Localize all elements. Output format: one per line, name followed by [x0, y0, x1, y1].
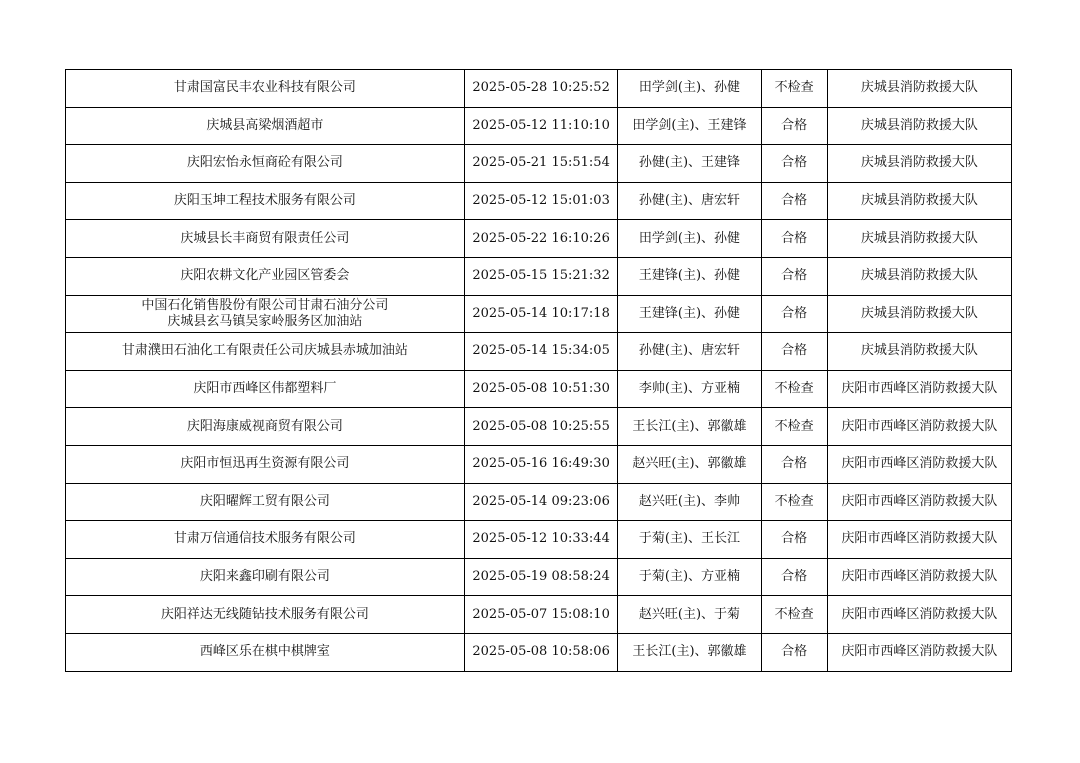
result-cell: 合格 [761, 145, 827, 183]
unit-name-cell [66, 107, 465, 145]
unit-name-line: 庆阳玉坤工程技术服务有限公司 [173, 193, 356, 209]
fire-brigade-cell: 庆城县消防救援大队 [827, 145, 1011, 183]
unit-name-line: 庆阳海康威视商贸有限公司 [186, 418, 343, 434]
inspection-time-cell: 2025-05-19 08:58:24 [464, 558, 618, 596]
fire-brigade-cell: 庆城县消防救援大队 [827, 220, 1011, 258]
result-cell: 合格 [761, 182, 827, 220]
fire-brigade-cell: 庆城县消防救援大队 [827, 295, 1011, 333]
inspectors-cell: 于菊(主)、方亚楠 [618, 558, 761, 596]
fire-brigade-cell: 庆阳市西峰区消防救援大队 [827, 558, 1011, 596]
inspectors-cell: 孙健(主)、王建锋 [618, 145, 761, 183]
table-row [66, 558, 1012, 596]
table-row [66, 145, 1012, 183]
unit-name-line: 中国石化销售股份有限公司甘肃石油分公司 [141, 297, 389, 313]
inspection-time-cell: 2025-05-12 15:01:03 [464, 182, 618, 220]
inspectors-cell: 王建锋(主)、孙健 [618, 295, 761, 333]
unit-name-cell [66, 220, 465, 258]
inspectors-cell: 赵兴旺(主)、李帅 [618, 483, 761, 521]
fire-brigade-cell: 庆阳市西峰区消防救援大队 [827, 408, 1011, 446]
unit-name-cell [66, 521, 465, 559]
result-cell: 合格 [761, 633, 827, 671]
fire-brigade-cell: 庆阳市西峰区消防救援大队 [827, 521, 1011, 559]
inspectors-cell: 李帅(主)、方亚楠 [618, 370, 761, 408]
unit-name-cell [66, 596, 465, 634]
result-cell: 合格 [761, 333, 827, 371]
inspection-time-cell: 2025-05-14 15:34:05 [464, 333, 618, 371]
result-cell: 合格 [761, 295, 827, 333]
unit-name-line: 庆阳来鑫印刷有限公司 [199, 569, 330, 585]
inspectors-cell: 赵兴旺(主)、郭徽雄 [618, 445, 761, 483]
inspectors-cell: 田学剑(主)、孙健 [618, 220, 761, 258]
table-row [66, 633, 1012, 671]
result-cell: 合格 [761, 521, 827, 559]
unit-name-line: 庆阳祥达无线随钻技术服务有限公司 [160, 606, 369, 622]
inspection-records-table [65, 69, 1012, 672]
inspectors-cell: 孙健(主)、唐宏轩 [618, 333, 761, 371]
fire-brigade-cell: 庆城县消防救援大队 [827, 107, 1011, 145]
unit-name-line: 庆城县长丰商贸有限责任公司 [180, 230, 350, 246]
result-cell: 不检查 [761, 70, 827, 108]
result-cell: 不检查 [761, 370, 827, 408]
unit-name-line: 庆阳农耕文化产业园区管委会 [180, 268, 350, 284]
fire-brigade-cell: 庆阳市西峰区消防救援大队 [827, 445, 1011, 483]
unit-name-line: 西峰区乐在棋中棋牌室 [199, 644, 330, 660]
inspection-time-cell: 2025-05-12 10:33:44 [464, 521, 618, 559]
inspection-time-cell: 2025-05-08 10:51:30 [464, 370, 618, 408]
unit-name-cell [66, 558, 465, 596]
table-row [66, 295, 1012, 333]
fire-brigade-cell: 庆城县消防救援大队 [827, 70, 1011, 108]
fire-brigade-cell: 庆阳市西峰区消防救援大队 [827, 596, 1011, 634]
unit-name-line: 庆阳宏怡永恒商砼有限公司 [186, 155, 343, 171]
unit-name-line: 庆阳市西峰区伟都塑料厂 [193, 381, 337, 397]
inspectors-cell: 王长江(主)、郭徽雄 [618, 633, 761, 671]
table-row [66, 408, 1012, 446]
fire-brigade-cell: 庆城县消防救援大队 [827, 257, 1011, 295]
table-row [66, 521, 1012, 559]
inspectors-cell: 赵兴旺(主)、于菊 [618, 596, 761, 634]
unit-name-cell [66, 257, 465, 295]
result-cell: 不检查 [761, 596, 827, 634]
inspection-time-cell: 2025-05-07 15:08:10 [464, 596, 618, 634]
unit-name-cell [66, 408, 465, 446]
table-row [66, 483, 1012, 521]
inspectors-cell: 田学剑(主)、王建锋 [618, 107, 761, 145]
table-row [66, 182, 1012, 220]
inspectors-cell: 孙健(主)、唐宏轩 [618, 182, 761, 220]
fire-brigade-cell: 庆城县消防救援大队 [827, 333, 1011, 371]
table-row [66, 596, 1012, 634]
unit-name-line: 甘肃濮田石油化工有限责任公司庆城县赤城加油站 [121, 343, 408, 359]
inspection-time-cell: 2025-05-14 10:17:18 [464, 295, 618, 333]
table-row [66, 333, 1012, 371]
inspection-time-cell: 2025-05-08 10:25:55 [464, 408, 618, 446]
inspection-time-cell: 2025-05-28 10:25:52 [464, 70, 618, 108]
inspection-time-cell: 2025-05-12 11:10:10 [464, 107, 618, 145]
unit-name-cell [66, 70, 465, 108]
inspection-time-cell: 2025-05-08 10:58:06 [464, 633, 618, 671]
unit-name-cell [66, 370, 465, 408]
table-body [66, 70, 1012, 672]
unit-name-cell [66, 333, 465, 371]
unit-name-cell [66, 145, 465, 183]
inspection-time-cell: 2025-05-16 16:49:30 [464, 445, 618, 483]
inspection-time-cell: 2025-05-14 09:23:06 [464, 483, 618, 521]
inspection-time-cell: 2025-05-22 16:10:26 [464, 220, 618, 258]
inspectors-cell: 王长江(主)、郭徽雄 [618, 408, 761, 446]
fire-brigade-cell: 庆阳市西峰区消防救援大队 [827, 483, 1011, 521]
result-cell: 不检查 [761, 483, 827, 521]
unit-name-line: 庆城县玄马镇吴家岭服务区加油站 [167, 313, 363, 329]
unit-name-line: 甘肃国富民丰农业科技有限公司 [173, 80, 356, 96]
unit-name-line: 甘肃万信通信技术服务有限公司 [173, 531, 356, 547]
fire-brigade-cell: 庆阳市西峰区消防救援大队 [827, 370, 1011, 408]
inspectors-cell: 王建锋(主)、孙健 [618, 257, 761, 295]
unit-name-cell [66, 483, 465, 521]
result-cell: 合格 [761, 220, 827, 258]
inspectors-cell: 田学剑(主)、孙健 [618, 70, 761, 108]
unit-name-cell [66, 445, 465, 483]
table-row [66, 370, 1012, 408]
result-cell: 合格 [761, 558, 827, 596]
inspectors-cell: 于菊(主)、王长江 [618, 521, 761, 559]
result-cell: 合格 [761, 445, 827, 483]
table-row [66, 107, 1012, 145]
result-cell: 不检查 [761, 408, 827, 446]
unit-name-cell [66, 295, 465, 333]
unit-name-line: 庆阳市恒迅再生资源有限公司 [180, 456, 350, 472]
inspection-time-cell: 2025-05-15 15:21:32 [464, 257, 618, 295]
table-row [66, 445, 1012, 483]
result-cell: 合格 [761, 257, 827, 295]
fire-brigade-cell: 庆城县消防救援大队 [827, 182, 1011, 220]
unit-name-line: 庆阳曜辉工贸有限公司 [199, 493, 330, 509]
unit-name-cell [66, 182, 465, 220]
fire-brigade-cell: 庆阳市西峰区消防救援大队 [827, 633, 1011, 671]
table-row [66, 70, 1012, 108]
unit-name-line: 庆城县高梁烟酒超市 [206, 117, 324, 133]
result-cell: 合格 [761, 107, 827, 145]
table-row [66, 257, 1012, 295]
inspection-time-cell: 2025-05-21 15:51:54 [464, 145, 618, 183]
table-row [66, 220, 1012, 258]
unit-name-cell [66, 633, 465, 671]
